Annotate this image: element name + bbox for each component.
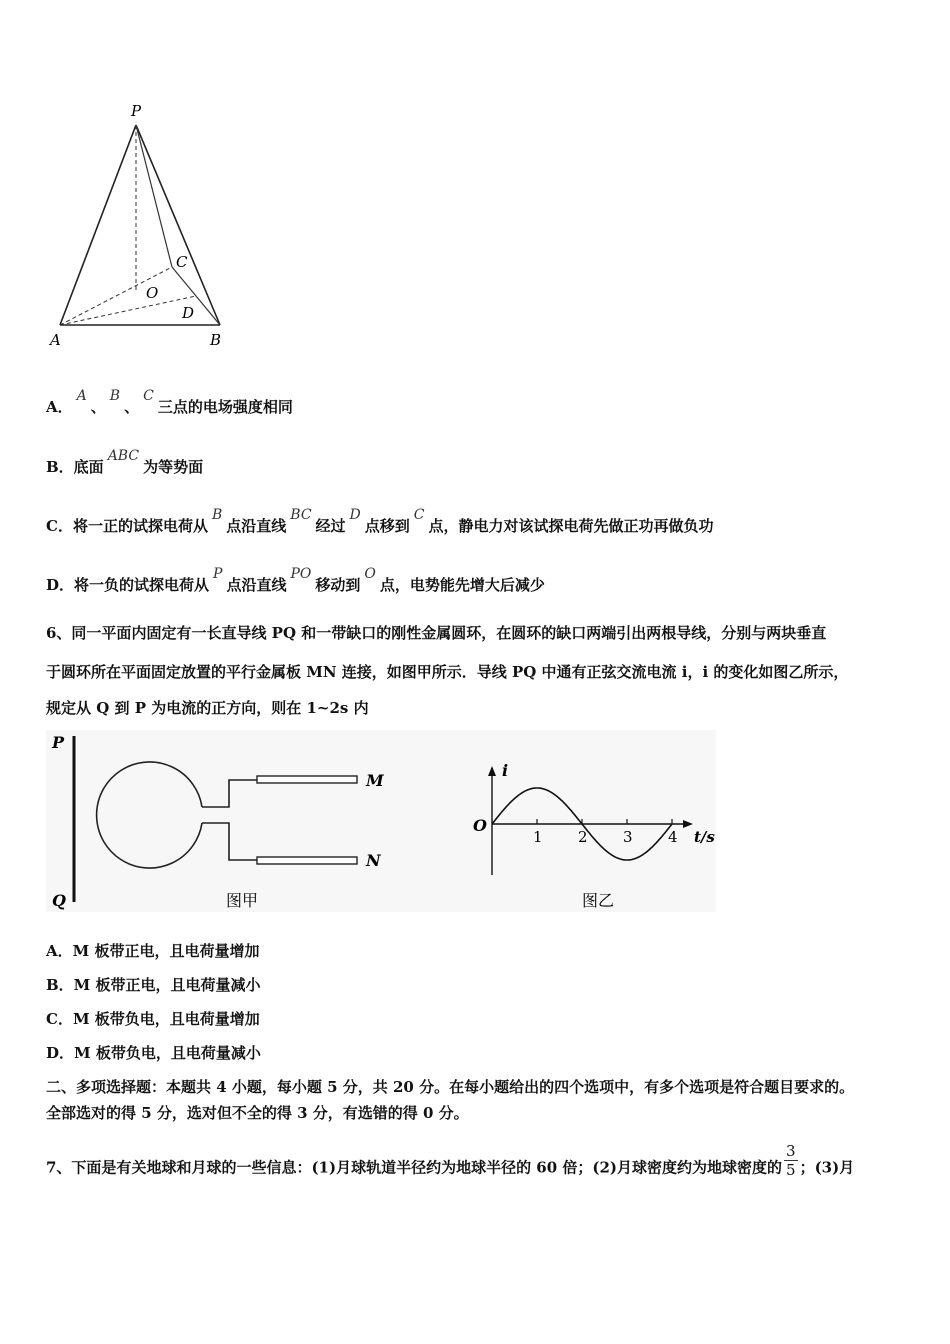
- x-tick-label-1: 1: [533, 828, 543, 846]
- edge-cb: [172, 267, 220, 325]
- q6-stem-line1: 6、同一平面内固定有一长直导线 PQ 和一带缺口的刚性金属圆环，在圆环的缺口两端引出两根导线，分别与两块垂直: [46, 624, 827, 642]
- q6-option-a: A．M 板带正电，且电荷量增加: [46, 942, 260, 960]
- q5-option-c: C．将一正的试探电荷从B点沿直线BC经过D点移到C点，静电力对该试探电荷先做正功再做负功: [46, 507, 714, 535]
- q5-option-a: A．A、B、C三点的电场强度相同: [46, 388, 293, 416]
- x-tick-label-3: 3: [623, 828, 633, 846]
- q6-option-b: B．M 板带正电，且电荷量减小: [46, 976, 261, 994]
- label-c: C: [176, 253, 188, 271]
- caption-yi: 图乙: [582, 891, 615, 910]
- label-m: M: [366, 771, 384, 790]
- label-p: P: [52, 733, 65, 752]
- plate-n: [257, 857, 357, 864]
- label-n: N: [366, 851, 381, 870]
- label-a: A: [50, 331, 61, 349]
- y-axis-label: i: [502, 761, 509, 780]
- section2-line1: 二、多项选择题：本题共 4 小题，每小题 5 分，共 20 分。在每小题给出的四个选项中，有多个选项是符合题目要求的。: [46, 1078, 855, 1096]
- origin-label: O: [473, 816, 487, 835]
- fraction: $\frac{3}{5}$: [786, 1142, 796, 1179]
- section2-line2: 全部选对的得 5 分，选对但不全的得 3 分，有选错的得 0 分。: [46, 1104, 469, 1122]
- label-p: P: [131, 102, 142, 120]
- median-ad: [60, 296, 196, 325]
- x-tick-label-4: 4: [668, 828, 678, 846]
- label-o: O: [146, 284, 159, 302]
- q6-stem-line2: 于圆环所在平面固定放置的平行金属板 MN 连接，如图甲所示．导线 PQ 中通有正弦交流电流 i，i 的变化如图乙所示，: [46, 663, 849, 681]
- q6-option-d: D．M 板带负电，且电荷量减小: [46, 1044, 261, 1062]
- label-b: B: [210, 331, 222, 349]
- tetrahedron-figure: [40, 95, 240, 355]
- q7-stem: 7、下面是有关地球和月球的一些信息：(1)月球轨道半径约为地球半径的 60 倍；(2)月球密度约为地球密度的 $\frac{3}{5}$ ；(3)月: [46, 1142, 855, 1179]
- edge-pa: [60, 125, 136, 325]
- q6-figure: [46, 730, 716, 912]
- q6-stem-line3: 规定从 Q 到 P 为电流的正方向，则在 1~2s 内: [46, 699, 369, 717]
- caption-jia: 图甲: [226, 891, 259, 910]
- q5-option-d: D．将一负的试探电荷从P点沿直线PO移动到O点，电势能先增大后减少: [46, 566, 545, 594]
- plate-m: [257, 776, 357, 783]
- x-axis-label: t/s: [694, 828, 715, 846]
- label-q: Q: [52, 891, 66, 910]
- x-tick-label-2: 2: [578, 828, 588, 846]
- q6-option-c: C．M 板带负电，且电荷量增加: [46, 1010, 260, 1028]
- q5-option-b: B．底面ABC为等势面: [46, 448, 204, 476]
- figure-background: [46, 730, 716, 912]
- label-d: D: [182, 304, 195, 322]
